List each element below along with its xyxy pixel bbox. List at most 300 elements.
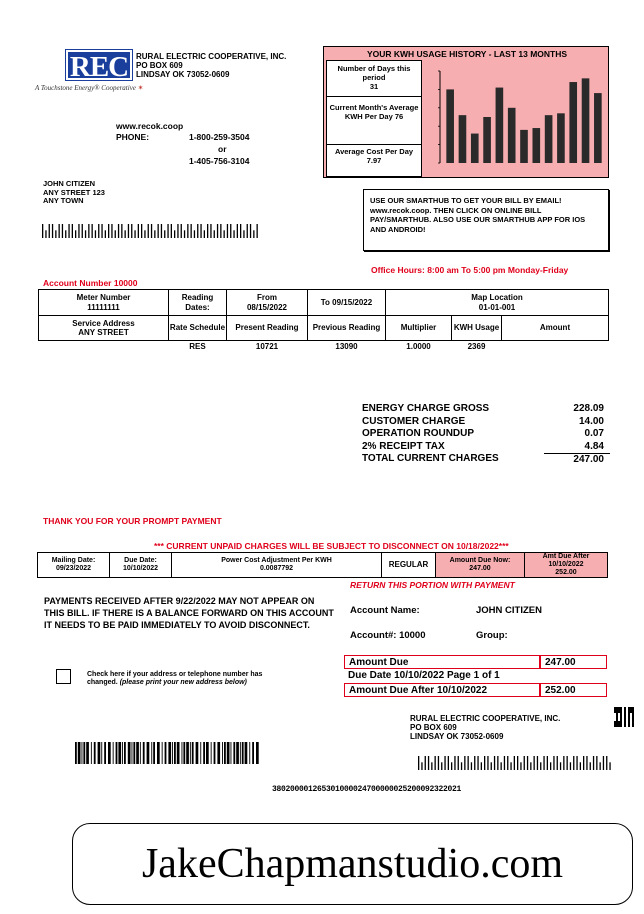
barcode-bar — [580, 762, 581, 770]
qr-module — [628, 725, 630, 727]
barcode-bar — [590, 762, 591, 770]
previous-reading-value: 13090 — [335, 342, 358, 352]
barcode-bar — [94, 742, 96, 764]
qr-module — [628, 711, 630, 713]
barcode-bar — [186, 742, 189, 764]
barcode-bar — [444, 756, 445, 770]
remit-address — [410, 714, 560, 742]
usage-bar-7 — [520, 130, 528, 163]
charge-row: ENERGY CHARGE GROSS 228.09 — [362, 403, 604, 414]
charge-row: OPERATION ROUNDUP 0.07 — [362, 428, 604, 439]
barcode-bar — [428, 756, 429, 770]
qr-module — [616, 715, 618, 717]
barcode-bar — [240, 742, 241, 764]
qr-module — [620, 719, 622, 721]
barcode-bar — [520, 762, 521, 770]
qr-module — [614, 721, 616, 723]
barcode-bar — [458, 756, 459, 770]
barcode-bar — [600, 762, 601, 770]
usage-bar-9 — [545, 115, 553, 163]
barcode-bar — [527, 756, 528, 770]
qr-module — [616, 713, 618, 715]
qr-module — [624, 711, 626, 713]
touchstone-tagline: A Touchstone Energy® Cooperative ✶ — [35, 84, 144, 92]
barcode-bar — [214, 742, 216, 764]
barcode-bar — [118, 742, 121, 764]
company-address-block — [136, 52, 286, 80]
qr-module — [620, 711, 622, 713]
barcode-bar — [132, 742, 133, 764]
barcode-bar — [190, 742, 191, 764]
barcode-bar — [507, 756, 508, 770]
qr-module — [632, 709, 634, 711]
barcode-bar — [454, 756, 455, 770]
barcode-bar — [606, 756, 607, 770]
multiplier-value: 1.0000 — [406, 342, 431, 352]
barcode-bar — [49, 224, 50, 238]
customer-address — [43, 180, 105, 206]
barcode-bar — [517, 756, 518, 770]
barcode-bar — [494, 756, 495, 770]
present-reading-header: Present Reading — [227, 316, 308, 341]
barcode-bar — [182, 742, 183, 764]
barcode-bar — [147, 742, 150, 764]
due-date-cell: Due Date: 10/10/2022 — [110, 553, 172, 578]
barcode-bar — [164, 230, 165, 238]
barcode-bar — [98, 742, 101, 764]
qr-module — [616, 711, 618, 713]
barcode-bar — [191, 224, 192, 238]
barcode-bar — [167, 224, 168, 238]
map-location-cell: Map Location 01-01-001 — [386, 290, 609, 316]
barcode-bar — [108, 742, 111, 764]
qr-module — [620, 713, 622, 715]
late-payment-notice: PAYMENTS RECEIVED AFTER 9/22/2022 MAY NOT APPEAR ON THIS BILL. IF THERE IS A BALANCE FORWARD ON THIS ACCOUNT IT NEEDS TO BE PAID IMMEDIATELY TO AVOID DISCONNECT. — [44, 596, 334, 630]
account-number: Account Number 10000 — [43, 278, 138, 288]
phone-secondary: 1-405-756-3104 — [189, 156, 250, 166]
meter-number-cell: Meter Number 11111111 — [39, 290, 169, 316]
barcode-bar — [563, 756, 564, 770]
remit-name: RURAL ELECTRIC COOPERATIVE, INC. — [410, 714, 561, 723]
barcode-bar — [138, 224, 139, 238]
charge-row: 2% RECEIPT TAX 4.84 — [362, 440, 604, 452]
qr-module — [624, 723, 626, 725]
barcode-bar — [553, 756, 554, 770]
barcode-bar — [140, 742, 141, 764]
barcode-bar — [113, 742, 114, 764]
qr-module — [630, 711, 632, 713]
barcode-bar — [203, 742, 205, 764]
barcode-bar — [118, 224, 119, 238]
barcode-bar — [161, 224, 162, 238]
disconnect-notice: *** CURRENT UNPAID CHARGES WILL BE SUBJECT TO DISCONNECT ON 10/18/2022*** — [154, 541, 509, 551]
qr-module — [632, 721, 634, 723]
usage-bar-chart — [438, 67, 604, 166]
barcode-bar — [224, 230, 225, 238]
barcode-bar — [200, 742, 201, 764]
qr-module — [624, 717, 626, 719]
company-name: RURAL ELECTRIC COOPERATIVE, INC. — [136, 52, 287, 61]
phone-label: PHONE: — [116, 132, 150, 142]
barcode-bar — [181, 224, 182, 238]
barcode-bar — [236, 742, 239, 764]
barcode-bar — [158, 224, 159, 238]
barcode-bar — [177, 742, 180, 764]
barcode-bar — [448, 756, 449, 770]
qr-module — [632, 725, 634, 727]
barcode-bar — [115, 230, 116, 238]
amount-due-after-cell: Amt Due After 10/10/2022 252.00 — [525, 553, 608, 578]
barcode-bar — [461, 762, 462, 770]
qr-module — [616, 721, 618, 723]
qr-module — [624, 725, 626, 727]
barcode-bar — [101, 224, 102, 238]
barcode-bar — [125, 230, 126, 238]
avg-cost-per-day: Average Cost Per Day 7.97 — [334, 147, 414, 165]
rate-type-cell: REGULAR — [382, 553, 436, 578]
qr-module — [632, 707, 634, 709]
qr-module — [614, 707, 616, 709]
qr-module — [628, 709, 630, 711]
barcode-bar — [197, 224, 198, 238]
barcode-bar — [214, 230, 215, 238]
barcode-bar — [141, 224, 142, 238]
barcode-bar — [65, 230, 66, 238]
qr-module — [618, 725, 620, 727]
qr-module — [620, 709, 622, 711]
amount-due-label: Amount Due — [344, 655, 540, 669]
account-name-label: Account Name: — [350, 605, 420, 616]
rec-logo: REC — [66, 50, 132, 80]
barcode-bar — [570, 762, 571, 770]
from-date-cell: From 08/15/2022 — [227, 290, 308, 316]
barcode-bar — [435, 756, 436, 770]
barcode-bar — [196, 742, 199, 764]
customer-street: ANY STREET 123 — [43, 187, 105, 197]
address-change-checkbox[interactable] — [56, 669, 71, 684]
barcode-bar — [122, 742, 123, 764]
barcode-bar — [194, 230, 195, 238]
usage-history-title: YOUR KWH USAGE HISTORY - LAST 13 MONTHS — [366, 49, 568, 59]
barcode-bar — [82, 742, 83, 764]
barcode-bar — [487, 756, 488, 770]
qr-code-icon — [614, 707, 634, 727]
postal-barcode-top — [42, 224, 260, 238]
qr-module — [632, 717, 634, 719]
barcode-bar — [192, 742, 194, 764]
kwh-usage-value: 2369 — [467, 342, 486, 352]
usage-bar-13 — [594, 93, 602, 163]
address-change-text: Check here if your address or telephone number has changed. (please print your new address below) — [87, 671, 263, 687]
pca-cell: Power Cost Adjustment Per KWH 0.0087792 — [172, 553, 382, 578]
barcode-bar — [168, 742, 171, 764]
barcode-bar — [211, 742, 212, 764]
barcode-bar — [174, 230, 175, 238]
barcode-bar — [497, 756, 498, 770]
barcode-bar — [231, 742, 232, 764]
barcode-bar — [204, 230, 205, 238]
account-name-value: JOHN CITIZEN — [476, 605, 542, 616]
barcode-bar — [131, 224, 132, 238]
previous-reading-header: Previous Reading — [308, 316, 386, 341]
barcode-bar — [172, 742, 173, 764]
qr-module — [618, 709, 620, 711]
barcode-bar — [133, 742, 135, 764]
qr-module — [616, 709, 618, 711]
barcode-bar — [116, 742, 118, 764]
barcode-bar — [425, 756, 426, 770]
barcode-bar — [243, 230, 244, 238]
barcode-bar — [143, 742, 145, 764]
rate-schedule-value: RES — [189, 342, 206, 352]
barcode-bar — [101, 742, 102, 764]
barcode-bar — [220, 224, 221, 238]
phone-or: or — [218, 144, 227, 154]
customer-name: JOHN CITIZEN — [43, 179, 96, 188]
qr-module — [630, 707, 632, 709]
barcode-bar — [105, 230, 106, 238]
barcode-bar — [596, 756, 597, 770]
barcode-bar — [91, 742, 92, 764]
barcode-bar — [510, 762, 511, 770]
barcode-bar — [534, 756, 535, 770]
usage-bar-10 — [557, 113, 565, 163]
amount-header: Amount — [502, 316, 609, 341]
barcode-bar — [468, 756, 469, 770]
remit-city: LINDSAY OK 73052-0609 — [410, 732, 504, 742]
qr-module — [618, 723, 620, 725]
barcode-bar — [230, 224, 231, 238]
phone-primary: 1-800-259-3504 — [189, 132, 250, 142]
charges-summary — [362, 403, 610, 466]
barcode-bar — [148, 224, 149, 238]
barcode-bar — [586, 756, 587, 770]
usage-bar-3 — [471, 134, 479, 163]
barcode-bar — [514, 756, 515, 770]
mailing-date-cell: Mailing Date: 09/23/2022 — [38, 553, 110, 578]
barcode-bar — [136, 742, 139, 764]
barcode-bar — [227, 224, 228, 238]
qr-module — [624, 719, 626, 721]
barcode-bar — [567, 756, 568, 770]
barcode-bar — [210, 224, 211, 238]
barcode-bar — [222, 742, 223, 764]
qr-module — [630, 709, 632, 711]
barcode-bar — [72, 224, 73, 238]
qr-module — [616, 717, 618, 719]
company-website[interactable]: www.recok.coop — [116, 121, 184, 131]
barcode-bar — [573, 756, 574, 770]
barcode-bar — [111, 224, 112, 238]
barcode-bar — [187, 224, 188, 238]
qr-module — [618, 711, 620, 713]
due-date-page-line: Due Date 10/10/2022 Page 1 of 1 — [348, 670, 500, 681]
linear-barcode — [75, 742, 261, 764]
qr-module — [624, 709, 626, 711]
barcode-bar — [75, 742, 77, 764]
barcode-bar — [183, 742, 185, 764]
avg-kwh-per-day: Current Month's Average KWH Per Day 76 — [327, 97, 421, 145]
barcode-bar — [471, 762, 472, 770]
usage-bar-5 — [496, 88, 504, 163]
barcode-bar — [151, 742, 152, 764]
barcode-bar — [108, 224, 109, 238]
present-reading-value: 10721 — [255, 342, 279, 352]
company-city: LINDSAY OK 73052-0609 — [136, 70, 230, 80]
barcode-bar — [82, 224, 83, 238]
usage-bar-12 — [582, 78, 590, 163]
return-portion-notice: RETURN THIS PORTION WITH PAYMENT — [350, 580, 515, 590]
amount-due-after-label: Amount Due After 10/10/2022 — [344, 683, 540, 697]
barcode-bar — [42, 224, 43, 238]
barcode-bar — [207, 224, 208, 238]
qr-module — [624, 713, 626, 715]
days-in-period: Number of Days this period 31 — [327, 61, 421, 97]
qr-module — [614, 723, 616, 725]
remit-po-box: PO BOX 609 — [410, 723, 457, 733]
barcode-bar — [543, 756, 544, 770]
usage-bar-2 — [459, 115, 467, 163]
barcode-bar — [78, 742, 81, 764]
qr-module — [632, 713, 634, 715]
barcode-bar — [491, 762, 492, 770]
barcode-bar — [55, 230, 56, 238]
barcode-bar — [184, 230, 185, 238]
smarthub-promo: USE OUR SMARTHUB TO GET YOUR BILL BY EMAIL! www.recok.coop. THEN CLICK ON ONLINE BILL PAY/SMARTHUB. ALSO USE OUR SMARTHUB APP FOR IOS AND ANDROID! — [363, 189, 609, 251]
kwh-usage-header: KWH Usage — [452, 316, 502, 341]
barcode-bar — [83, 742, 85, 764]
barcode-bar — [609, 762, 610, 770]
barcode-bar — [86, 742, 89, 764]
barcode-bar — [177, 224, 178, 238]
barcode-bar — [249, 742, 250, 764]
usage-bar-11 — [569, 82, 577, 163]
barcode-bar — [557, 756, 558, 770]
barcode-bar — [217, 742, 220, 764]
customer-town: ANY TOWN — [43, 196, 84, 206]
barcode-bar — [441, 762, 442, 770]
barcode-bar — [418, 756, 419, 770]
postal-barcode-remit — [418, 756, 614, 770]
barcode-bar — [438, 756, 439, 770]
barcode-bar — [154, 230, 155, 238]
usage-bar-4 — [483, 117, 491, 163]
barcode-bar — [576, 756, 577, 770]
qr-module — [618, 721, 620, 723]
group-label: Group: — [476, 630, 508, 641]
barcode-bar — [200, 224, 201, 238]
barcode-bar — [128, 742, 131, 764]
qr-module — [620, 715, 622, 717]
barcode-bar — [153, 742, 155, 764]
barcode-bar — [524, 756, 525, 770]
barcode-bar — [540, 762, 541, 770]
watermark-banner: JakeChapmanstudio.com — [72, 823, 633, 905]
company-po-box: PO BOX 609 — [136, 61, 183, 71]
barcode-bar — [121, 224, 122, 238]
usage-history-panel — [323, 46, 609, 178]
to-date-cell: To 09/15/2022 — [308, 290, 386, 316]
reading-dates-label: Reading Dates: — [169, 290, 227, 316]
amount-due-after-value: 252.00 — [540, 683, 607, 697]
barcode-bar — [256, 742, 259, 764]
barcode-bar — [250, 224, 251, 238]
qr-module — [628, 723, 630, 725]
barcode-bar — [481, 762, 482, 770]
barcode-bar — [206, 742, 209, 764]
barcode-bar — [128, 224, 129, 238]
barcode-bar — [88, 224, 89, 238]
barcode-bar — [217, 224, 218, 238]
qr-module — [628, 719, 630, 721]
barcode-bar — [233, 742, 235, 764]
barcode-bar — [124, 742, 126, 764]
qr-module — [632, 715, 634, 717]
barcode-bar — [174, 742, 176, 764]
amount-due-value: 247.00 — [540, 655, 607, 669]
barcode-bar — [530, 762, 531, 770]
barcode-bar — [245, 742, 248, 764]
barcode-bar — [134, 230, 135, 238]
barcode-bar — [603, 756, 604, 770]
qr-module — [614, 711, 616, 713]
barcode-bar — [162, 742, 163, 764]
qr-module — [616, 719, 618, 721]
meter-reading-table — [38, 289, 609, 353]
qr-module — [620, 725, 622, 727]
barcode-bar — [68, 224, 69, 238]
barcode-bar — [252, 742, 254, 764]
barcode-bar — [151, 224, 152, 238]
barcode-bar — [144, 230, 145, 238]
qr-module — [632, 723, 634, 725]
barcode-bar — [431, 762, 432, 770]
barcode-bar — [247, 224, 248, 238]
qr-module — [620, 721, 622, 723]
barcode-bar — [45, 230, 46, 238]
barcode-bar — [227, 742, 230, 764]
barcode-bar — [253, 230, 254, 238]
barcode-bar — [157, 742, 160, 764]
barcode-bar — [451, 762, 452, 770]
qr-module — [614, 709, 616, 711]
qr-module — [624, 707, 626, 709]
qr-module — [620, 707, 622, 709]
ocr-scanline: 380200001265301000024700000025200092322021 — [272, 785, 462, 794]
rate-schedule-header: Rate Schedule — [169, 316, 227, 341]
qr-module — [624, 715, 626, 717]
barcode-bar — [233, 230, 234, 238]
barcode-bar — [421, 762, 422, 770]
qr-module — [628, 715, 630, 717]
barcode-bar — [237, 224, 238, 238]
service-address-cell: Service Address ANY STREET — [39, 316, 169, 341]
usage-stats — [326, 60, 422, 177]
payment-stub-table — [37, 552, 608, 578]
qr-module — [614, 725, 616, 727]
barcode-bar — [477, 756, 478, 770]
thank-you-message: THANK YOU FOR YOUR PROMPT PAYMENT — [43, 516, 222, 526]
barcode-bar — [52, 224, 53, 238]
office-hours: Office Hours: 8:00 am To 5:00 pm Monday-Friday — [371, 265, 569, 275]
total-current-charges: TOTAL CURRENT CHARGES 247.00 — [362, 453, 610, 466]
account-number-remit: Account#: 10000 — [350, 630, 426, 641]
barcode-bar — [484, 756, 485, 770]
qr-module — [616, 725, 618, 727]
barcode-bar — [474, 756, 475, 770]
barcode-bar — [165, 742, 167, 764]
qr-module — [628, 717, 630, 719]
